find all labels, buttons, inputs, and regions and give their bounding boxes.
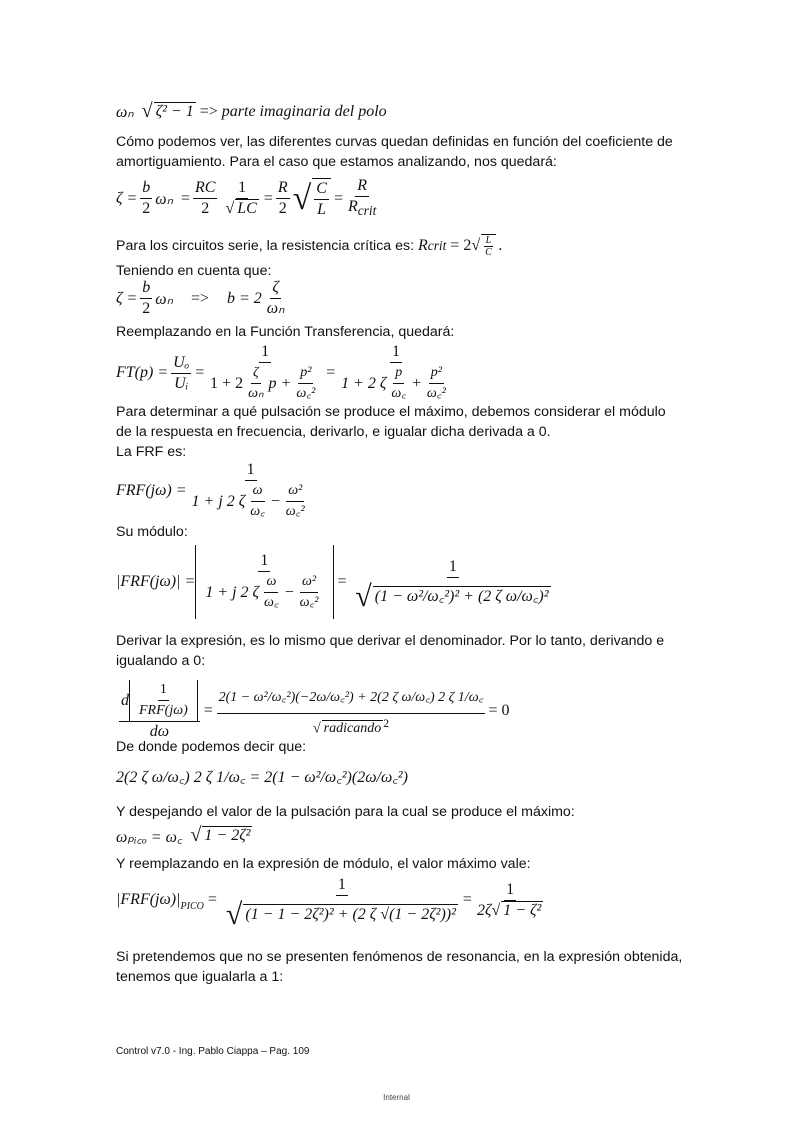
math: − (269, 492, 281, 510)
math: ζ = (116, 189, 138, 207)
math: p (393, 363, 404, 384)
page-footer: Control v7.0 - Ing. Pablo Ciappa – Pag. 109 (116, 1046, 310, 1057)
math: 1 (258, 551, 270, 572)
math: parte imaginaria del polo (221, 102, 387, 120)
equation-frf (116, 460, 683, 522)
math: = (263, 189, 273, 207)
math: ω (264, 572, 278, 593)
math: 2(1 − ω²/ω꜀²)(−2ω/ω꜀²) + 2(2 ζ ω/ω꜀) 2 ζ 1/ω꜀ (217, 683, 486, 714)
math: FRF(jω) = (116, 482, 187, 499)
math: crit (357, 203, 377, 219)
math: R (355, 176, 369, 197)
math: ωₙ (116, 103, 134, 121)
paragraph: Y reemplazando en la expresión de módulo, el valor máximo vale: (116, 856, 531, 872)
math: ωₚᵢ꜀ₒ = ω꜀ (116, 828, 183, 846)
math: R (276, 178, 290, 199)
math: 1 − 2ζ² (204, 827, 251, 844)
math: 2ζ (476, 901, 492, 919)
math: |FRF(jω)| (116, 891, 181, 908)
math: ω² (286, 481, 304, 502)
math: R (347, 198, 358, 215)
math: = (462, 891, 472, 908)
math: (1 − ω²/ω꜀²)² + (2 ζ ω/ω꜀)² (374, 588, 549, 605)
equation-wpico: ωₚᵢ꜀ₒ = ω꜀ √ 1 − 2ζ² (116, 824, 251, 846)
math: ωₙ (266, 300, 285, 317)
math: b (140, 278, 152, 299)
math: ω꜀ (264, 595, 279, 610)
paragraph: Y despejando el valor de la pulsación para la cual se produce el máximo: (116, 804, 575, 820)
math: ω꜀² (296, 386, 316, 401)
paragraph: Si pretendemos que no se presenten fenómenos de resonancia, en la expresión obtenida, tenemos que igualarla a 1: (116, 949, 683, 985)
math: |FRF(jω)| = (116, 573, 196, 590)
math: 1 (336, 875, 348, 896)
math: ω² (300, 572, 318, 593)
math: ωₙ (155, 290, 173, 308)
math: + (411, 374, 422, 392)
math: 1 + j 2 ζ (205, 583, 260, 601)
math: C (485, 247, 492, 258)
math: = 2 (450, 237, 472, 254)
sqrt-sign: √ (141, 100, 153, 122)
math: RC (193, 178, 217, 199)
paragraph: De donde podemos decir que: (116, 739, 307, 755)
math: = (180, 189, 190, 207)
math: 1 − ζ² (503, 901, 542, 919)
math: 2 (142, 200, 151, 218)
math: p² (429, 363, 444, 384)
classification-label: Internal (383, 1093, 410, 1102)
math: ω꜀ (250, 504, 265, 519)
math: ζ (251, 363, 261, 384)
equation-ft: FT(p) = $\frac{\text{Uₒ}}{\text{Uᵢ}}$ = 1 1 + 2 ζ ωₙ p + $\frac{\text{p²}}{\text{ω꜀²}}$ = 1 1 + 2 ζ p ω꜀ + $\frac{\text{p²}}{\text{ω꜀²}}$ (116, 342, 683, 404)
equation-derivative-simplified: 2(2 ζ ω/ω꜀) 2 ζ 1/ω꜀ = 2(1 − ω²/ω꜀²)(2ω/ω꜀²) (116, 769, 408, 786)
math: ω (251, 481, 265, 502)
math: 2 (278, 200, 287, 218)
math: ω꜀² (299, 595, 319, 610)
math: FT(p) = (116, 364, 169, 381)
math: 1 (259, 342, 271, 363)
math: 1 + 2 (210, 374, 244, 392)
math: 1 (504, 880, 516, 901)
equation-pole (116, 100, 683, 123)
text: Para los circuitos serie, la resistencia crítica es: (116, 238, 415, 254)
equation-module: |FRF(jω)| = 1 1 + j 2 ζ ω ω꜀ − $\frac{\text{ω²}}{\text{ω꜀²}}$ = 1 √ (1 − ω²/ω꜀²)² + (2 ζ ω/ω꜀)² (116, 545, 683, 619)
math: ω꜀² (426, 386, 446, 401)
math: 1 (447, 557, 459, 578)
math: dω (149, 723, 170, 740)
paragraph: Reemplazando en la Función Transferencia, quedará: (116, 324, 455, 340)
math: radicando (323, 721, 382, 737)
paragraph: La FRF es: (116, 444, 187, 460)
math: = 0 (488, 702, 510, 719)
math: Uₒ (171, 353, 191, 374)
math: 1 (236, 178, 248, 199)
math: FRF(jω) (139, 703, 188, 718)
math: Uᵢ (174, 374, 189, 392)
math: p + (268, 374, 292, 392)
math: ωₙ (248, 386, 264, 401)
math: => (190, 289, 209, 307)
math: b (140, 178, 152, 199)
math: L (317, 200, 327, 218)
math: => (199, 102, 218, 120)
equation-derivative: d 1 FRF(jω) dω = 2(1 − ω²/ω꜀²)(−2ω/ω꜀²) + 2(2 ζ ω/ω꜀) 2 ζ 1/ω꜀ √ radicando $^2$ = 0 (121, 682, 510, 740)
math: 1 + 2 ζ (341, 374, 387, 392)
paragraph: Derivar la expresión, es lo mismo que derivar el denominador. Por lo tanto, derivando e igualando a 0: (116, 633, 665, 669)
math: PICO (180, 900, 204, 912)
math: = (207, 891, 217, 908)
math: = (333, 189, 343, 207)
math: ωₙ (155, 190, 173, 208)
math: 1 (158, 680, 169, 701)
math: 1 (390, 342, 402, 363)
math: LC (237, 200, 257, 218)
equation-zeta: ζ = $\frac{b}{2}$ ωₙ = $\frac{RC}{2}$ $\frac{1}{√ LC}$ = $\frac{R}{2}$ √ $\frac{C}{L}$ = R $R_{crit}$ (116, 177, 377, 219)
math: L (485, 235, 492, 246)
math: (1 − 1 − 2ζ²)² + (2 ζ √(1 − 2ζ²))² (245, 906, 456, 923)
math: p² (298, 363, 313, 384)
math: R (418, 237, 428, 254)
math: 1 (245, 460, 257, 481)
math: C (314, 179, 329, 200)
paragraph: Para determinar a qué pulsación se produce el máximo, debemos considerar el módulo de la respuesta en frecuencia, derivarlo, e igualar dicha derivada a 0. (116, 404, 666, 440)
math: ω꜀² (285, 504, 305, 519)
paragraph: Su módulo: (116, 524, 188, 540)
math: ω꜀ (391, 386, 407, 401)
math: ζ = (116, 289, 138, 307)
math: 1 + j 2 ζ (191, 492, 246, 510)
math: ζ (270, 278, 280, 299)
math: b = 2 (227, 289, 262, 307)
paragraph: Teniendo en cuenta que: (116, 263, 272, 279)
paragraph: Cómo podemos ver, las diferentes curvas quedan definidas en función del coeficiente de amortiguamiento. Para el caso que estamos analizando, nos quedará: (116, 134, 673, 170)
math: ζ² − 1 (155, 103, 194, 120)
math: d (121, 691, 129, 709)
math: − (283, 583, 295, 601)
math: 2 (201, 200, 210, 218)
equation-peak: |FRF(jω)| $_{PICO}$ = 1 √ (1 − 1 − 2ζ²)² + (2 ζ √(1 − 2ζ²))² = $\frac{1}{\text{2ζ√ 1 − ζ²}}$ (116, 876, 542, 931)
equation-b (116, 278, 683, 319)
math: crit (427, 238, 447, 253)
math: 2 (142, 300, 151, 317)
paragraph-rcrit: Para los circuitos serie, la resistencia crítica es: R crit = 2 √ L C . (116, 235, 503, 258)
